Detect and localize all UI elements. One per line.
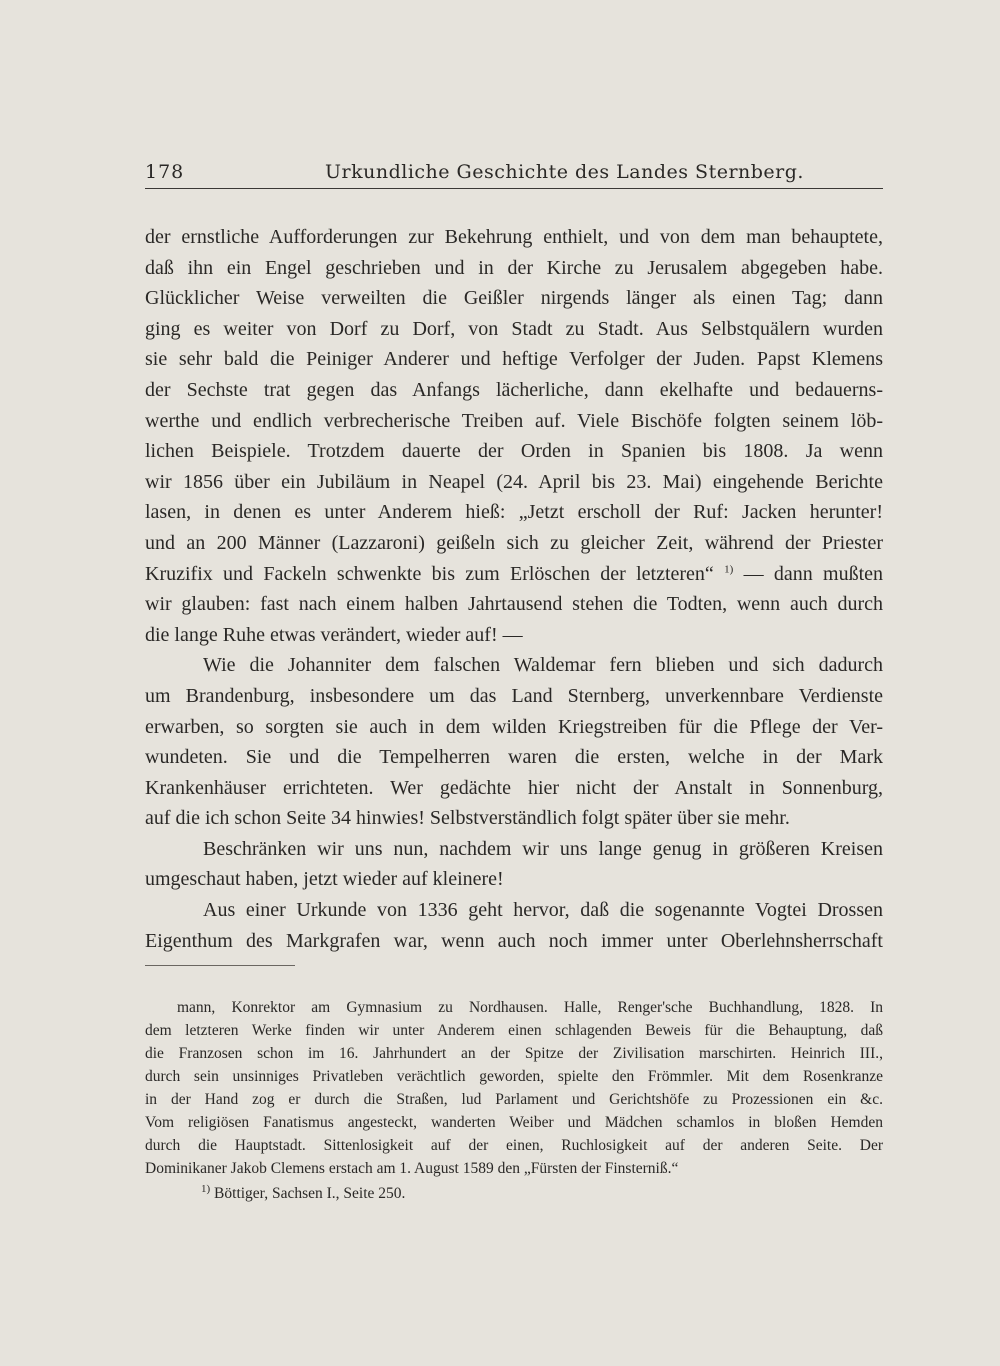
footnote-line: mann, Konrektor am Gymnasium zu Nordhausen. Halle, Renger'sche Buchhandlung, 1828. In — [177, 999, 883, 1016]
body-text — [145, 222, 883, 956]
footnote-line: durch sein unsinniges Privatleben verächtlich geworden, spielte den Frömmler. Mit dem Rosenkranze — [145, 1068, 883, 1085]
paragraph-start: Beschränken wir uns nun, nachdem wir uns lange genug in größeren Kreisen — [203, 837, 883, 860]
footnote-divider — [145, 965, 295, 966]
body-line: Glücklicher Weise verweilten die Geißler nirgends länger als einen Tag; dann — [145, 287, 883, 310]
body-line: wundeten. Sie und die Tempelherren waren die ersten, welche in der Mark — [145, 746, 883, 769]
footnote-mark: 1) — [201, 1182, 211, 1195]
footnote-line: in der Hand zog er durch die Straßen, lud Parlament und Gerichtshöfe zu Prozessionen ein &c. — [145, 1091, 883, 1108]
body-line-text: Kruzifix und Fackeln schwenkte bis zum Erlöschen der letzteren“ — [145, 562, 714, 585]
body-line: sie sehr bald die Peiniger Anderer und heftige Verfolger der Juden. Papst Klemens — [145, 348, 883, 371]
footnote-line: Vom religiösen Fanatismus angesteckt, wanderten Weiber und Mädchen schamlos in bloßen Hemden — [145, 1114, 883, 1131]
body-line: umgeschaut haben, jetzt wieder auf kleinere! — [145, 868, 504, 891]
running-title: Urkundliche Geschichte des Landes Sternberg. — [325, 161, 804, 183]
footnote-line: die Franzosen schon im 16. Jahrhundert an der Spitze der Zivilisation marschirten. Heinrich III., — [145, 1045, 883, 1062]
body-line: wir 1856 über ein Jubiläum in Neapel (24. April bis 23. Mai) eingehende Berichte — [145, 470, 883, 493]
body-line: auf die ich schon Seite 34 hinwies! Selbstverständlich folgt später über sie mehr. — [145, 807, 790, 830]
paragraph-start: Wie die Johanniter dem falschen Waldemar fern blieben und sich dadurch — [203, 654, 883, 677]
body-line: der Sechste trat gegen das Anfangs lächerliche, dann ekelhafte und bedauerns- — [145, 378, 883, 401]
footnote-text: Böttiger, Sachsen I., Seite 250. — [214, 1185, 406, 1202]
body-line: ging es weiter von Dorf zu Dorf, von Stadt zu Stadt. Aus Selbstquälern wurden — [145, 317, 883, 340]
footnote-reference: 1) — [724, 562, 734, 575]
body-line: die lange Ruhe etwas verändert, wieder auf! — — [145, 623, 523, 646]
page-number: 178 — [145, 161, 185, 183]
body-line: erwarben, so sorgten sie auch in dem wilden Kriegstreiben für die Pflege der Ver- — [145, 715, 883, 738]
footnote-line: durch die Hauptstadt. Sittenlosigkeit auf der einen, Ruchlosigkeit auf der anderen Seite. Der — [145, 1137, 883, 1154]
body-line: um Brandenburg, insbesondere um das Land Sternberg, unverkennbare Verdienste — [145, 684, 883, 707]
footnotes — [145, 996, 883, 1205]
body-line: lasen, in denen es unter Anderem hieß: „Jetzt erscholl der Ruf: Jacken herunter! — [145, 501, 883, 524]
body-line: Krankenhäuser errichteten. Wer gedächte hier nicht der Anstalt in Sonnenburg, — [145, 776, 883, 799]
body-line: daß ihn ein Engel geschrieben und in der Kirche zu Jerusalem abgegeben habe. — [145, 256, 883, 279]
footnote-line: Dominikaner Jakob Clemens erstach am 1. August 1589 den „Fürsten der Finsterniß.“ — [145, 1160, 679, 1177]
body-line: Eigenthum des Markgrafen war, wenn auch noch immer unter Oberlehnsherrschaft — [145, 929, 883, 952]
body-line: der ernstliche Aufforderungen zur Bekehrung enthielt, und von dem man behauptete, — [145, 226, 883, 248]
body-line: und an 200 Männer (Lazzaroni) geißeln sich zu gleicher Zeit, während der Priester — [145, 531, 883, 554]
body-line: lichen Beispiele. Trotzdem dauerte der Orden in Spanien bis 1808. Ja wenn — [145, 440, 883, 463]
body-line-tail: — dann mußten — [743, 562, 884, 585]
paragraph-start: Aus einer Urkunde von 1336 geht hervor, daß die sogenannte Vogtei Drossen — [203, 899, 883, 922]
footnote-second — [145, 1182, 883, 1205]
body-line: wir glauben: fast nach einem halben Jahrtausend stehen die Todten, wenn auch durch — [145, 593, 883, 616]
body-line-with-note — [145, 559, 883, 590]
body-line: werthe und endlich verbrecherische Treiben auf. Viele Bischöfe folgten seinem löb- — [145, 409, 883, 432]
running-head — [145, 160, 883, 189]
footnote-line: dem letzteren Werke finden wir unter Anderem einen schlagenden Beweis für die Behauptung, daß — [145, 1022, 883, 1039]
